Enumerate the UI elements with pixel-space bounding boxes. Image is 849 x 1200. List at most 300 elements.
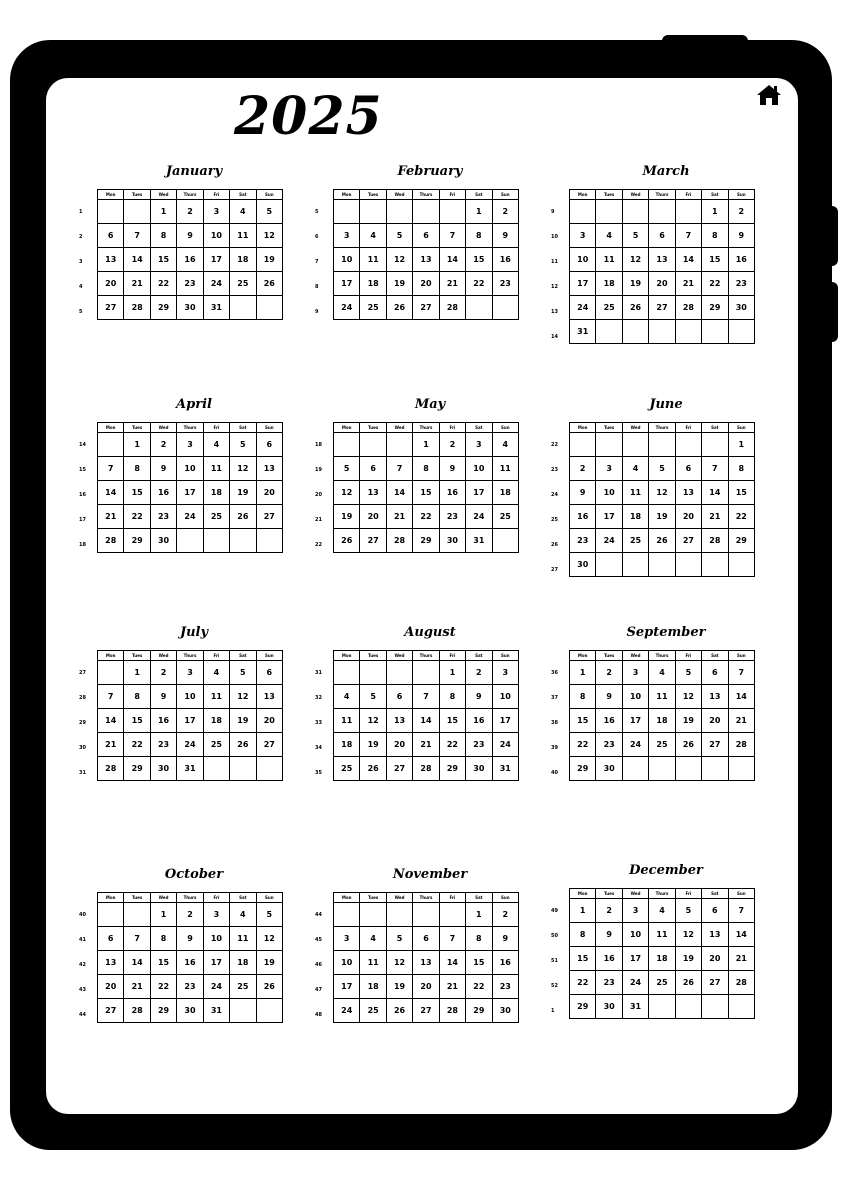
day-cell[interactable]: 23 [596,733,622,757]
day-cell[interactable]: 12 [230,685,256,709]
day-cell[interactable]: 22 [570,733,596,757]
day-cell[interactable]: 9 [466,685,492,709]
day-cell[interactable]: 5 [230,661,256,685]
day-cell[interactable]: 5 [386,224,412,248]
day-cell[interactable]: 4 [334,685,360,709]
day-cell[interactable]: 2 [570,457,596,481]
day-cell[interactable]: 12 [360,709,386,733]
day-cell[interactable]: 5 [256,903,282,927]
day-cell[interactable]: 21 [439,272,465,296]
day-cell[interactable]: 20 [256,709,282,733]
day-cell[interactable]: 12 [386,248,412,272]
day-cell[interactable]: 2 [596,899,622,923]
day-cell[interactable]: 24 [466,505,492,529]
day-cell[interactable]: 18 [649,947,675,971]
day-cell[interactable]: 25 [203,733,229,757]
day-cell[interactable]: 30 [596,995,622,1019]
day-cell[interactable]: 31 [622,995,648,1019]
day-cell[interactable]: 13 [98,951,124,975]
day-cell[interactable]: 21 [675,272,701,296]
day-cell[interactable]: 20 [649,272,675,296]
day-cell[interactable]: 18 [230,951,256,975]
day-cell[interactable]: 31 [203,999,229,1023]
day-cell[interactable]: 30 [466,757,492,781]
day-cell[interactable]: 30 [177,999,203,1023]
day-cell[interactable]: 29 [150,296,176,320]
day-cell[interactable]: 4 [230,200,256,224]
day-cell[interactable]: 25 [492,505,518,529]
day-cell[interactable]: 18 [360,975,386,999]
day-cell[interactable]: 21 [124,272,150,296]
day-cell[interactable]: 4 [230,903,256,927]
day-cell[interactable]: 28 [98,529,124,553]
day-cell[interactable]: 15 [570,709,596,733]
day-cell[interactable]: 19 [230,709,256,733]
day-cell[interactable]: 5 [386,927,412,951]
day-cell[interactable]: 25 [360,999,386,1023]
home-icon[interactable] [756,84,782,106]
day-cell[interactable]: 1 [124,661,150,685]
day-cell[interactable]: 8 [439,685,465,709]
day-cell[interactable]: 16 [150,709,176,733]
day-cell[interactable]: 18 [203,481,229,505]
day-cell[interactable]: 17 [334,975,360,999]
day-cell[interactable]: 29 [124,757,150,781]
day-cell[interactable]: 2 [596,661,622,685]
day-cell[interactable]: 31 [177,757,203,781]
day-cell[interactable]: 26 [622,296,648,320]
day-cell[interactable]: 6 [256,433,282,457]
day-cell[interactable]: 24 [203,975,229,999]
day-cell[interactable]: 9 [596,685,622,709]
day-cell[interactable]: 7 [386,457,412,481]
day-cell[interactable]: 20 [702,709,728,733]
day-cell[interactable]: 10 [203,224,229,248]
day-cell[interactable]: 28 [413,757,439,781]
day-cell[interactable]: 24 [203,272,229,296]
day-cell[interactable]: 21 [439,975,465,999]
day-cell[interactable]: 19 [675,709,701,733]
day-cell[interactable]: 11 [230,224,256,248]
day-cell[interactable]: 8 [728,457,754,481]
day-cell[interactable]: 29 [439,757,465,781]
day-cell[interactable]: 20 [98,272,124,296]
day-cell[interactable]: 10 [334,951,360,975]
day-cell[interactable]: 3 [177,433,203,457]
day-cell[interactable]: 19 [386,975,412,999]
day-cell[interactable]: 23 [570,529,596,553]
day-cell[interactable]: 7 [124,224,150,248]
day-cell[interactable]: 15 [413,481,439,505]
day-cell[interactable]: 12 [649,481,675,505]
day-cell[interactable]: 22 [466,272,492,296]
day-cell[interactable]: 25 [596,296,622,320]
day-cell[interactable]: 8 [570,923,596,947]
day-cell[interactable]: 18 [492,481,518,505]
day-cell[interactable]: 30 [439,529,465,553]
day-cell[interactable]: 25 [360,296,386,320]
day-cell[interactable]: 27 [702,971,728,995]
day-cell[interactable]: 9 [177,224,203,248]
day-cell[interactable]: 17 [622,947,648,971]
day-cell[interactable]: 20 [413,975,439,999]
day-cell[interactable]: 17 [177,481,203,505]
day-cell[interactable]: 17 [334,272,360,296]
day-cell[interactable]: 22 [702,272,728,296]
day-cell[interactable]: 15 [702,248,728,272]
day-cell[interactable]: 3 [466,433,492,457]
day-cell[interactable]: 27 [360,529,386,553]
day-cell[interactable]: 4 [492,433,518,457]
day-cell[interactable]: 11 [230,927,256,951]
day-cell[interactable]: 18 [649,709,675,733]
day-cell[interactable]: 4 [649,661,675,685]
day-cell[interactable]: 3 [622,661,648,685]
day-cell[interactable]: 22 [124,733,150,757]
day-cell[interactable]: 16 [596,947,622,971]
day-cell[interactable]: 3 [203,903,229,927]
day-cell[interactable]: 27 [256,505,282,529]
day-cell[interactable]: 14 [386,481,412,505]
day-cell[interactable]: 15 [150,248,176,272]
day-cell[interactable]: 11 [203,685,229,709]
day-cell[interactable]: 23 [596,971,622,995]
day-cell[interactable]: 7 [728,899,754,923]
day-cell[interactable]: 16 [728,248,754,272]
day-cell[interactable]: 2 [492,200,518,224]
day-cell[interactable]: 1 [150,200,176,224]
day-cell[interactable]: 26 [675,733,701,757]
day-cell[interactable]: 13 [675,481,701,505]
day-cell[interactable]: 2 [150,433,176,457]
day-cell[interactable]: 28 [98,757,124,781]
day-cell[interactable]: 18 [203,709,229,733]
day-cell[interactable]: 20 [256,481,282,505]
day-cell[interactable]: 13 [360,481,386,505]
day-cell[interactable]: 14 [124,248,150,272]
day-cell[interactable]: 4 [622,457,648,481]
day-cell[interactable]: 3 [203,200,229,224]
day-cell[interactable]: 31 [203,296,229,320]
day-cell[interactable]: 4 [203,433,229,457]
day-cell[interactable]: 17 [466,481,492,505]
day-cell[interactable]: 21 [413,733,439,757]
day-cell[interactable]: 29 [570,757,596,781]
day-cell[interactable]: 4 [360,224,386,248]
day-cell[interactable]: 3 [622,899,648,923]
day-cell[interactable]: 15 [466,248,492,272]
day-cell[interactable]: 1 [150,903,176,927]
day-cell[interactable]: 11 [360,951,386,975]
day-cell[interactable]: 6 [360,457,386,481]
day-cell[interactable]: 5 [256,200,282,224]
day-cell[interactable]: 6 [256,661,282,685]
day-cell[interactable]: 22 [466,975,492,999]
day-cell[interactable]: 27 [256,733,282,757]
day-cell[interactable]: 6 [413,224,439,248]
day-cell[interactable]: 11 [596,248,622,272]
day-cell[interactable]: 13 [386,709,412,733]
day-cell[interactable]: 22 [728,505,754,529]
day-cell[interactable]: 28 [124,296,150,320]
day-cell[interactable]: 26 [386,296,412,320]
day-cell[interactable]: 11 [360,248,386,272]
day-cell[interactable]: 6 [702,899,728,923]
day-cell[interactable]: 30 [728,296,754,320]
day-cell[interactable]: 17 [203,951,229,975]
day-cell[interactable]: 29 [466,999,492,1023]
day-cell[interactable]: 10 [203,927,229,951]
day-cell[interactable]: 22 [570,971,596,995]
day-cell[interactable]: 13 [413,951,439,975]
day-cell[interactable]: 27 [702,733,728,757]
day-cell[interactable]: 2 [728,200,754,224]
day-cell[interactable]: 12 [675,685,701,709]
day-cell[interactable]: 13 [256,685,282,709]
day-cell[interactable]: 1 [728,433,754,457]
day-cell[interactable]: 1 [466,903,492,927]
day-cell[interactable]: 20 [675,505,701,529]
day-cell[interactable]: 29 [702,296,728,320]
day-cell[interactable]: 7 [439,224,465,248]
day-cell[interactable]: 30 [150,757,176,781]
day-cell[interactable]: 12 [386,951,412,975]
day-cell[interactable]: 27 [386,757,412,781]
day-cell[interactable]: 3 [177,661,203,685]
day-cell[interactable]: 23 [150,733,176,757]
day-cell[interactable]: 28 [675,296,701,320]
day-cell[interactable]: 30 [492,999,518,1023]
day-cell[interactable]: 26 [675,971,701,995]
day-cell[interactable]: 14 [728,685,754,709]
day-cell[interactable]: 16 [492,951,518,975]
day-cell[interactable]: 19 [360,733,386,757]
day-cell[interactable]: 13 [256,457,282,481]
day-cell[interactable]: 9 [492,927,518,951]
day-cell[interactable]: 5 [622,224,648,248]
day-cell[interactable]: 8 [150,927,176,951]
day-cell[interactable]: 26 [334,529,360,553]
day-cell[interactable]: 8 [124,457,150,481]
day-cell[interactable]: 21 [98,733,124,757]
day-cell[interactable]: 20 [702,947,728,971]
day-cell[interactable]: 2 [177,903,203,927]
day-cell[interactable]: 10 [570,248,596,272]
day-cell[interactable]: 28 [124,999,150,1023]
day-cell[interactable]: 23 [492,975,518,999]
day-cell[interactable]: 6 [675,457,701,481]
day-cell[interactable]: 2 [439,433,465,457]
day-cell[interactable]: 15 [570,947,596,971]
day-cell[interactable]: 21 [728,947,754,971]
day-cell[interactable]: 17 [203,248,229,272]
day-cell[interactable]: 27 [98,999,124,1023]
day-cell[interactable]: 3 [492,661,518,685]
day-cell[interactable]: 24 [334,296,360,320]
day-cell[interactable]: 26 [256,272,282,296]
day-cell[interactable]: 10 [622,923,648,947]
day-cell[interactable]: 24 [492,733,518,757]
day-cell[interactable]: 22 [439,733,465,757]
day-cell[interactable]: 7 [702,457,728,481]
day-cell[interactable]: 31 [492,757,518,781]
day-cell[interactable]: 9 [728,224,754,248]
day-cell[interactable]: 5 [360,685,386,709]
day-cell[interactable]: 25 [230,975,256,999]
day-cell[interactable]: 28 [439,999,465,1023]
day-cell[interactable]: 3 [334,927,360,951]
day-cell[interactable]: 11 [622,481,648,505]
day-cell[interactable]: 2 [177,200,203,224]
day-cell[interactable]: 23 [439,505,465,529]
day-cell[interactable]: 19 [675,947,701,971]
day-cell[interactable]: 9 [596,923,622,947]
day-cell[interactable]: 28 [439,296,465,320]
day-cell[interactable]: 9 [492,224,518,248]
day-cell[interactable]: 6 [386,685,412,709]
day-cell[interactable]: 16 [492,248,518,272]
day-cell[interactable]: 12 [256,224,282,248]
day-cell[interactable]: 23 [150,505,176,529]
day-cell[interactable]: 16 [570,505,596,529]
day-cell[interactable]: 7 [98,685,124,709]
day-cell[interactable]: 14 [98,481,124,505]
day-cell[interactable]: 26 [360,757,386,781]
day-cell[interactable]: 27 [98,296,124,320]
day-cell[interactable]: 21 [124,975,150,999]
day-cell[interactable]: 2 [466,661,492,685]
day-cell[interactable]: 7 [124,927,150,951]
day-cell[interactable]: 30 [596,757,622,781]
day-cell[interactable]: 18 [360,272,386,296]
day-cell[interactable]: 7 [728,661,754,685]
day-cell[interactable]: 16 [596,709,622,733]
day-cell[interactable]: 5 [334,457,360,481]
day-cell[interactable]: 27 [413,999,439,1023]
day-cell[interactable]: 4 [203,661,229,685]
day-cell[interactable]: 29 [124,529,150,553]
day-cell[interactable]: 15 [728,481,754,505]
day-cell[interactable]: 5 [649,457,675,481]
day-cell[interactable]: 23 [177,272,203,296]
day-cell[interactable]: 12 [230,457,256,481]
day-cell[interactable]: 20 [360,505,386,529]
day-cell[interactable]: 25 [622,529,648,553]
day-cell[interactable]: 30 [570,553,596,577]
day-cell[interactable]: 3 [334,224,360,248]
day-cell[interactable]: 1 [570,661,596,685]
day-cell[interactable]: 12 [622,248,648,272]
day-cell[interactable]: 9 [439,457,465,481]
day-cell[interactable]: 8 [150,224,176,248]
day-cell[interactable]: 15 [150,951,176,975]
day-cell[interactable]: 24 [596,529,622,553]
day-cell[interactable]: 25 [649,733,675,757]
day-cell[interactable]: 26 [649,529,675,553]
day-cell[interactable]: 16 [177,248,203,272]
day-cell[interactable]: 5 [230,433,256,457]
day-cell[interactable]: 14 [98,709,124,733]
day-cell[interactable]: 8 [702,224,728,248]
day-cell[interactable]: 28 [728,971,754,995]
day-cell[interactable]: 14 [728,923,754,947]
day-cell[interactable]: 10 [177,685,203,709]
day-cell[interactable]: 19 [649,505,675,529]
day-cell[interactable]: 19 [230,481,256,505]
day-cell[interactable]: 2 [150,661,176,685]
day-cell[interactable]: 8 [570,685,596,709]
day-cell[interactable]: 27 [413,296,439,320]
day-cell[interactable]: 10 [177,457,203,481]
day-cell[interactable]: 14 [439,951,465,975]
day-cell[interactable]: 26 [230,505,256,529]
day-cell[interactable]: 12 [256,927,282,951]
day-cell[interactable]: 9 [150,457,176,481]
day-cell[interactable]: 14 [675,248,701,272]
day-cell[interactable]: 28 [728,733,754,757]
day-cell[interactable]: 21 [728,709,754,733]
day-cell[interactable]: 16 [466,709,492,733]
day-cell[interactable]: 1 [570,899,596,923]
day-cell[interactable]: 17 [622,709,648,733]
day-cell[interactable]: 1 [702,200,728,224]
day-cell[interactable]: 19 [386,272,412,296]
day-cell[interactable]: 31 [570,320,596,344]
day-cell[interactable]: 11 [492,457,518,481]
day-cell[interactable]: 12 [675,923,701,947]
day-cell[interactable]: 13 [413,248,439,272]
day-cell[interactable]: 14 [124,951,150,975]
day-cell[interactable]: 30 [150,529,176,553]
day-cell[interactable]: 20 [413,272,439,296]
day-cell[interactable]: 6 [702,661,728,685]
day-cell[interactable]: 24 [334,999,360,1023]
day-cell[interactable]: 1 [413,433,439,457]
day-cell[interactable]: 29 [570,995,596,1019]
day-cell[interactable]: 7 [413,685,439,709]
day-cell[interactable]: 28 [702,529,728,553]
day-cell[interactable]: 25 [334,757,360,781]
day-cell[interactable]: 29 [150,999,176,1023]
day-cell[interactable]: 17 [177,709,203,733]
day-cell[interactable]: 15 [124,481,150,505]
day-cell[interactable]: 5 [675,661,701,685]
day-cell[interactable]: 22 [150,272,176,296]
day-cell[interactable]: 7 [439,927,465,951]
day-cell[interactable]: 9 [150,685,176,709]
day-cell[interactable]: 4 [360,927,386,951]
day-cell[interactable]: 10 [492,685,518,709]
day-cell[interactable]: 19 [256,248,282,272]
day-cell[interactable]: 13 [702,923,728,947]
day-cell[interactable]: 11 [334,709,360,733]
day-cell[interactable]: 18 [334,733,360,757]
day-cell[interactable]: 14 [413,709,439,733]
day-cell[interactable]: 6 [98,224,124,248]
day-cell[interactable]: 21 [98,505,124,529]
day-cell[interactable]: 19 [622,272,648,296]
day-cell[interactable]: 16 [177,951,203,975]
day-cell[interactable]: 3 [596,457,622,481]
day-cell[interactable]: 16 [150,481,176,505]
day-cell[interactable]: 9 [177,927,203,951]
day-cell[interactable]: 3 [570,224,596,248]
day-cell[interactable]: 8 [124,685,150,709]
day-cell[interactable]: 14 [702,481,728,505]
day-cell[interactable]: 27 [649,296,675,320]
day-cell[interactable]: 26 [256,975,282,999]
day-cell[interactable]: 23 [728,272,754,296]
